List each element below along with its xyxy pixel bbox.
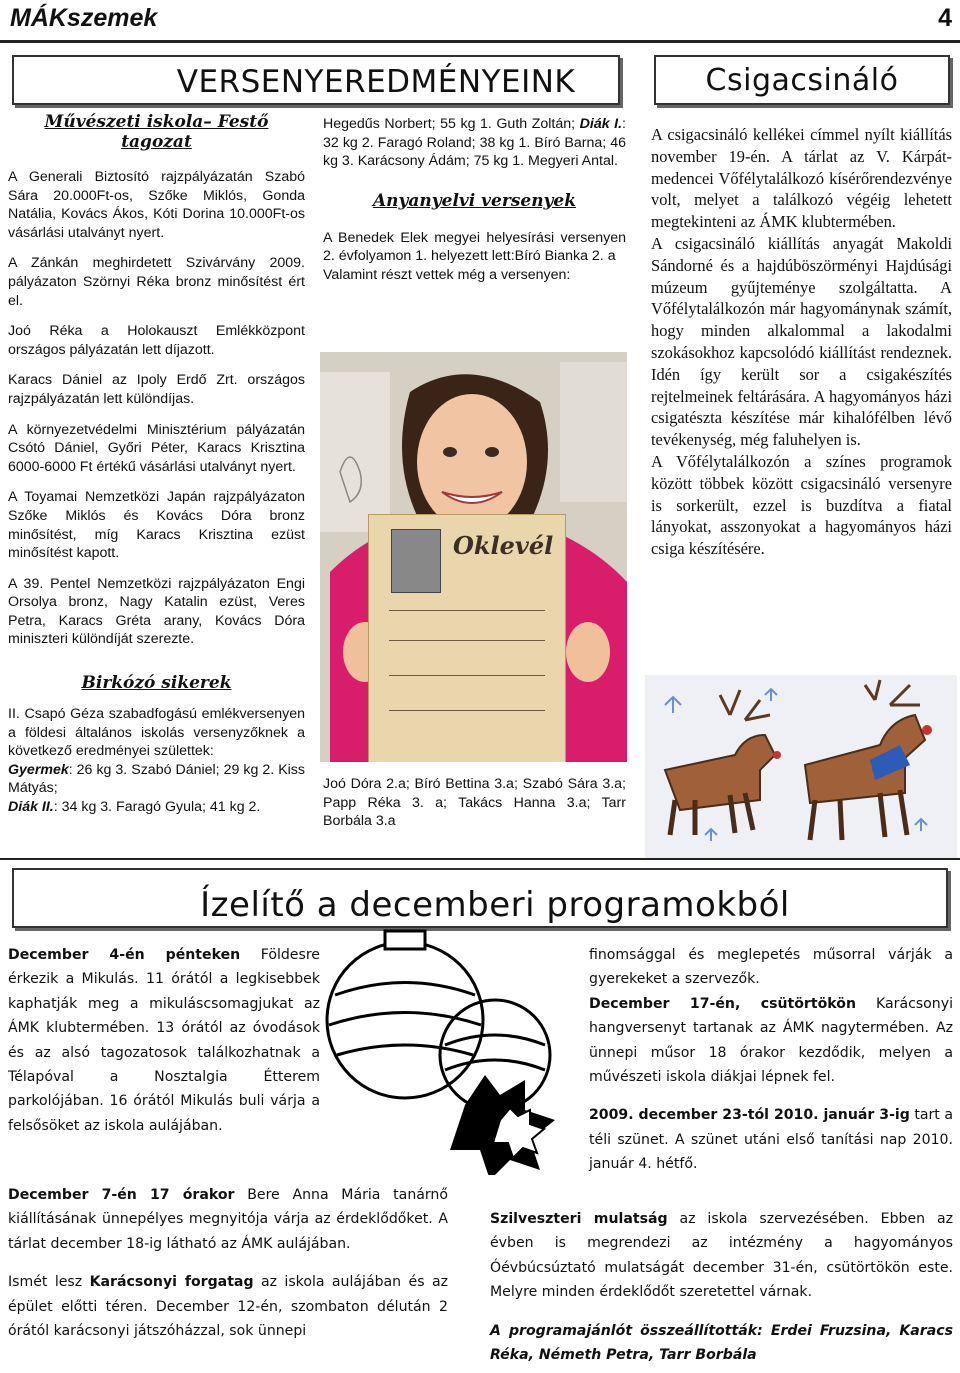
program-text: az iskola szervezésében. Ebben az évben is megrendezi az intézmény a hagyományos Óévbúcsúztató mulatságát december 31-én, csütörtökön este. Melyre minden érdeklődőt szeretettel várnak. [490,1211,954,1301]
programs-right-column [589,943,953,1177]
program-text: tart a téli szünet. A szünet utáni első tanítási nap 2010. január 4. hétfő. [589,1107,953,1173]
program-date: December 4-én pénteken [8,947,241,963]
paragraph: A Benedek Elek megyei helyesírási versenyen 2. évfolyamon 1. helyezett lett:Bíró Bianka 2. a [323,229,626,265]
result-text: : 26 kg 3. Szabó Dániel; 29 kg 2. Kiss Mátyás; [8,761,305,797]
paragraph: A csigacsináló kellékei címmel nyílt kiállítás november 19-én. A tárlat az V. Kárpát-medencei Vőfélytalálkozó kísérőrendezvénye volt, melyet a találkozó végéig lehetett megtekinteni az ÁMK klubtermében. [651,125,952,232]
reindeer-illustration [645,675,957,858]
newsletter-name: MÁKszemek [10,4,158,32]
paragraph: Joó Réka a Holokauszt Emlékközpont országos pályázatán lett díjazott. [8,323,305,358]
middle-column [323,115,626,297]
program-item: finomsággal és meglepetés műsorral várják a gyerekeket a szervezők. [589,947,953,988]
program-text: Földesre érkezik a Mikulás. 11 órától a legkisebbek kaphatják meg a mikuláscsomagjukat az ÁMK klubtermében. 13 órától az óvodások és az alsó tagozatosok találkozhatnak a Télapóval a Nosztalgia Étterem parkolójában. 16 órától Mikulás buli várja a felsősöket az iskola aulájában. [8,947,320,1134]
paragraph: Karacs Dániel az Ipoly Erdő Zrt. országos rajzpályázatán lett különdíjas. [8,372,305,407]
category-label: Gyermek [8,761,69,778]
category-label: Diák I. [579,116,623,132]
page-header [0,0,960,43]
program-text: Ismét lesz [8,1274,90,1291]
program-item [490,1207,953,1305]
results-title: VERSENYEREDMÉNYEINK [176,64,576,100]
paragraph [8,761,305,798]
divider [389,675,545,676]
program-item [589,992,953,1090]
results-title-box [12,55,620,105]
program-text: az iskola aulájában és az épület előtti téren. December 12-én, szombaton délután 2 órától karácsonyi játszóházzal, sok ünnepi [8,1274,449,1340]
divider [389,640,545,641]
left-column [8,112,305,829]
paragraph: A Vőfélytalálkozón a színes programok között többek között csigacsináló versenyre is sorkerült, ezzel is buzdítva a fiatal lányokat, asszonyokat a hagyományos házi csiga készítésére. [651,451,952,559]
program-text: Karácsonyi hangversenyt tartanak az ÁMK nagytermében. Az ünnepi műsor 18 órakor kezdődik, melyen a művészeti iskola diákjai lépnek fel. [589,995,953,1086]
credits-label: A programajánlót összeállították: [490,1322,763,1339]
result-text: : 34 kg 3. Faragó Gyula; 41 kg 2. [53,799,261,816]
christmas-ornament-graphic [315,925,575,1175]
snail-title: Csigacsináló [705,63,899,98]
program-date: December 17-én, csütörtökön [589,995,857,1012]
result-text: : 32 kg 2. Faragó Roland; 38 kg 1. Bíró Barna; 46 kg 3. Karácsony Ádám; 75 kg 1. Megyeri Antal. [323,116,626,170]
photo-caption: Joó Dóra 2.a; Bíró Bettina 3.a; Szabó Sára 3.a; Papp Réka 3. a; Takács Hanna 3.a; Tarr Borbála 3.a [323,776,626,830]
category-label: Diák II. [8,799,54,816]
art-school-heading: Művészeti iskola– Festő tagozat [44,112,269,152]
program-text: Bere Anna Mária tanárnő kiállításának ünnepélyes megnyitója várja az érdeklődőket. A tárlat december 18-ig látható az ÁMK aulájában. [8,1187,448,1252]
credits [490,1319,953,1368]
certificate [368,514,566,762]
program-item [8,1270,448,1343]
programs-left-column [8,943,320,1138]
program-item [8,943,320,1138]
ornament-illustration [315,925,575,1175]
credits-names: Erdei Fruzsina, Karacs Réka, Németh Petra, Tarr Borbála [490,1322,954,1364]
paragraph [323,115,626,171]
programs-title: Ízelítő a decemberi programokból [200,885,790,925]
right-column [651,124,952,560]
language-heading: Anyanyelvi versenyek [372,190,577,211]
program-date: 2009. december 23-tól 2010. január 3-ig [589,1107,910,1124]
student-photo [320,352,627,762]
paragraph: A csigacsináló kiállítás anyagát Makoldi Sándorné és a hajdúböszörményi Hajdúsági múzeum gyűjteménye szolgáltatta. A Vőfélytalálkozón már hagyománynak számít, hogy minden alkalommal a lakodalmi szokásokhoz kapcsolódó kiállítást rendeznek. Idén így került sor a csigakészítés rejtelmeinek feltárására. A hagyományos házi csigatészta készítése már kihalófélben lévő tevékenység, még faluhelyen is. [651,233,952,450]
wrestling-heading: Birkózó sikerek [81,673,232,694]
paragraph: A Generali Biztosító rajzpályázatán Szabó Sára 20.000Ft-os, Szőke Miklós, Gonda Natália, Kovács Ákos, Kóti Dorina 10.000Ft-os vásárlási utalványt nyert. [8,169,305,241]
divider [389,710,545,711]
programs-right-lower [490,1207,953,1367]
program-highlight: Szilveszteri mulatság [490,1211,668,1227]
program-item [589,1103,953,1176]
paragraph [8,798,305,817]
paragraph: II. Csapó Géza szabadfogású emlékversenyen a földesi általános iskolás versenyzőknek a következő eredményei születtek: [8,706,305,760]
programs-title-box [12,868,948,928]
programs-left-lower [8,1183,448,1343]
paragraph: A 39. Pentel Nemzetközi rajzpályázaton Engi Orsolya bronz, Nagy Katalin ezüst, Veres Petra, Karacs Gréta arany, Kovács Dóra miniszteri különdíját szerezte. [8,575,305,648]
page-number: 4 [938,4,952,32]
program-highlight: Karácsonyi forgatag [89,1274,254,1291]
program-item [8,1183,448,1256]
photo-caption-block [323,775,626,843]
section-divider [0,858,960,860]
result-text: Hegedűs Norbert; 55 kg 1. Guth Zoltán; [323,116,576,132]
paragraph: A Zánkán meghirdetett Szivárvány 2009. pályázaton Szörnyi Réka bronz minősítést ért el. [8,255,305,309]
paragraph: A Toyamai Nemzetközi Japán rajzpályázaton Szőke Miklós és Kovács Dóra bronz minősítést, míg Karacs Krisztina ezüst minősítést kapott. [8,489,305,562]
portrait-image [391,529,441,593]
paragraph: A környezetvédelmi Minisztérium pályázatán Csótó Dániel, Győri Péter, Karacs Krisztina 6000-6000 Ft értékű vásárlási utalványt nyert. [8,421,305,475]
reindeer-drawing [645,675,957,858]
divider [389,610,545,611]
certificate-title: Oklevél [453,531,554,560]
snail-title-box [654,55,950,105]
program-date: December 7-én 17 órakor [8,1187,235,1203]
paragraph: Valamint részt vettek még a versenyen: [323,266,571,283]
